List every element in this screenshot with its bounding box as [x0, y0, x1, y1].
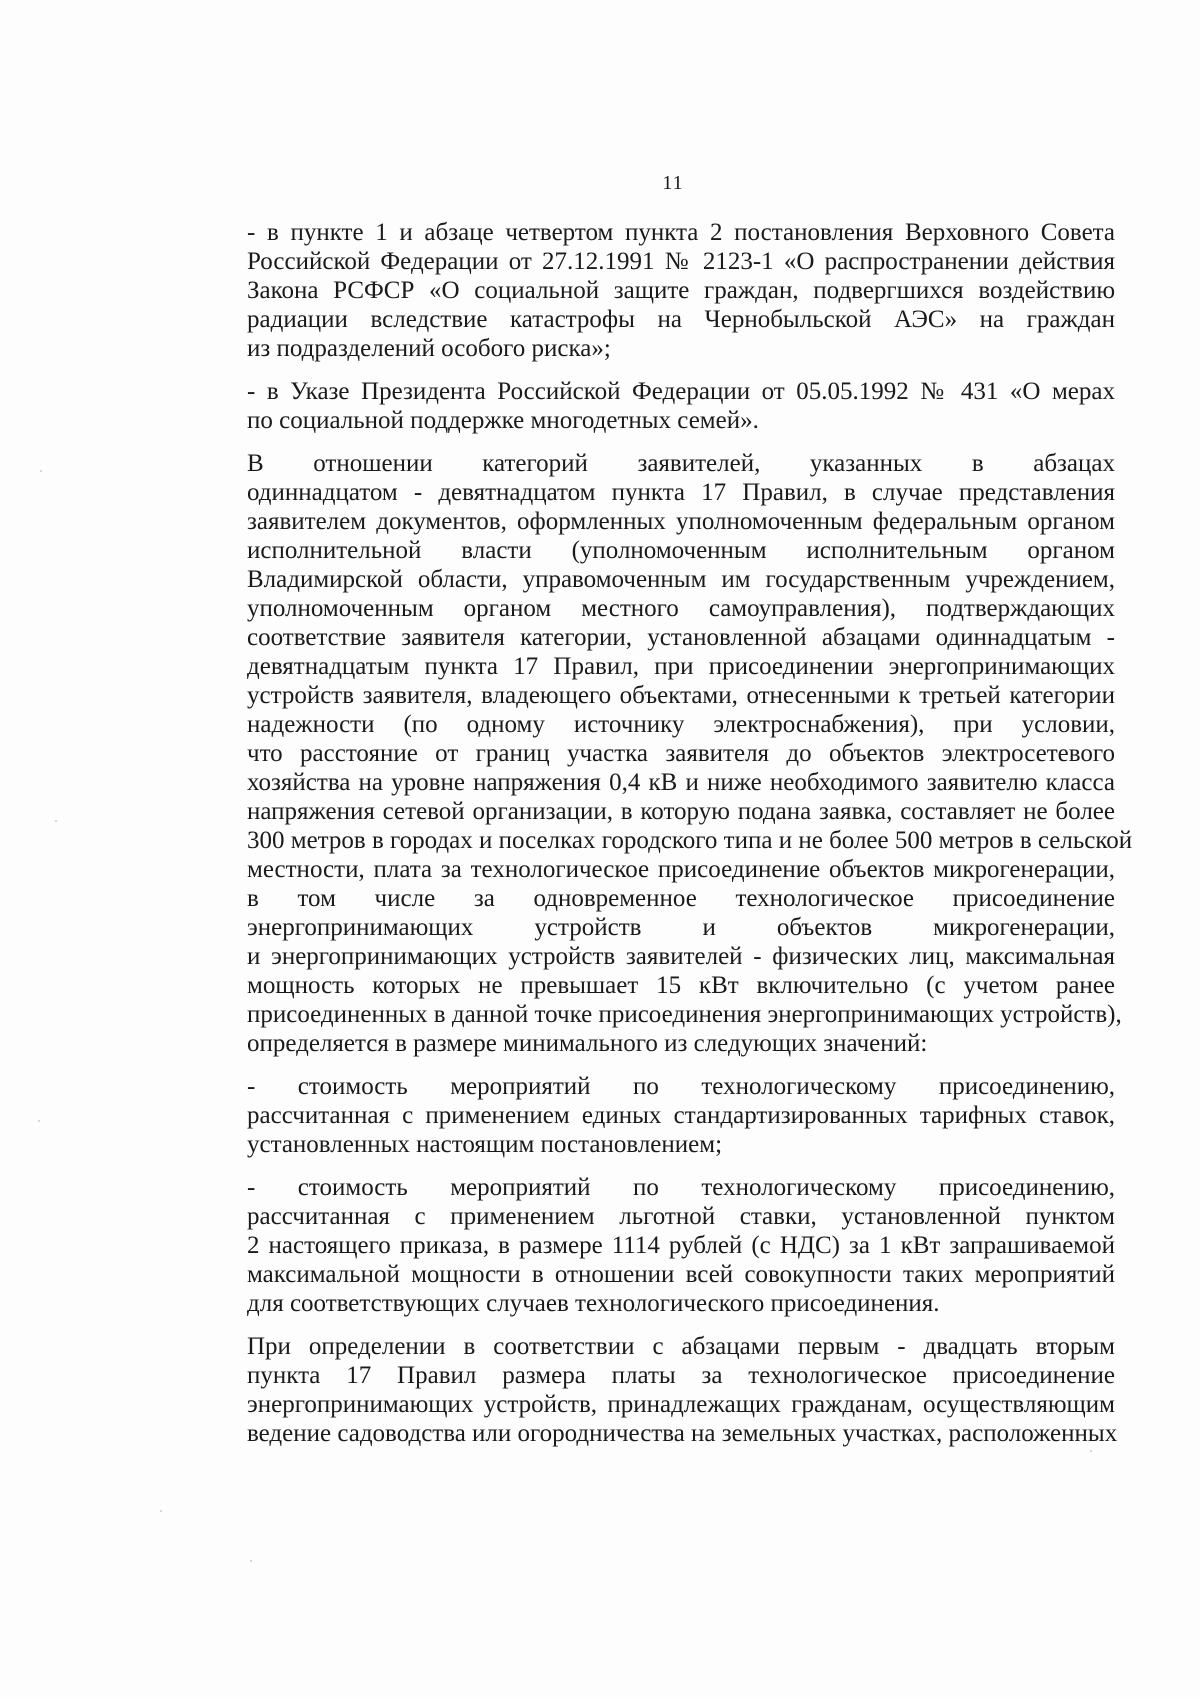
- text-line: соответствие заявителя категории, установленной абзацами одиннадцатым -: [247, 624, 1115, 651]
- text-line: что расстояние от границ участка заявителя до объектов электросетевого: [247, 740, 1115, 767]
- text-line: из подразделений особого риска»;: [247, 335, 611, 362]
- paragraph-gardening-citizens: [185, 1332, 1118, 1448]
- paragraph-presidential-decree: [185, 377, 1115, 435]
- text-line: Закона РСФСР «О социальной защите граждан, подвергшихся воздействию: [247, 277, 1115, 304]
- text-line: местности, плата за технологическое присоединение объектов микрогенерации,: [247, 856, 1115, 883]
- text-line: определяется в размере минимального из следующих значений:: [247, 1030, 928, 1057]
- text-line: 300 метров в городах и поселках городского типа и не более 500 метров в сельской: [247, 827, 1133, 854]
- text-line: рассчитанная с применением льготной ставки, установленной пунктом: [247, 1203, 1115, 1230]
- scan-speck: [1090, 1450, 1092, 1452]
- text-line: пункта 17 Правил размера платы за технологическое присоединение: [247, 1362, 1115, 1389]
- text-line: надежности (по одному источнику электроснабжения), при условии,: [247, 711, 1115, 738]
- paragraph-cost-standard-rates: [185, 1072, 1115, 1159]
- text-line: 2 настоящего приказа, в размере 1114 рублей (с НДС) за 1 кВт запрашиваемой: [247, 1232, 1115, 1259]
- scan-speck: [38, 1120, 40, 1122]
- text-line: напряжения сетевой организации, в которую подана заявка, составляет не более: [247, 798, 1115, 825]
- text-line: девятнадцатым пункта 17 Правил, при присоединении энергопринимающих: [247, 653, 1115, 680]
- text-line: - стоимость мероприятий по технологическому присоединению,: [247, 1174, 1115, 1201]
- text-line: - стоимость мероприятий по технологическому присоединению,: [247, 1073, 1115, 1100]
- scan-speck: [40, 470, 42, 472]
- text-line: Владимирской области, управомоченным им государственным учреждением,: [247, 566, 1115, 593]
- text-line: При определении в соответствии с абзацами первым - двадцать вторым: [247, 1333, 1115, 1360]
- text-line: по социальной поддержке многодетных семей».: [247, 407, 759, 434]
- text-line: исполнительной власти (уполномоченным исполнительным органом: [247, 537, 1115, 564]
- text-line: для соответствующих случаев технологического присоединения.: [247, 1290, 940, 1317]
- text-line: энергопринимающих устройств, принадлежащих гражданам, осуществляющим: [247, 1391, 1115, 1418]
- text-line: ведение садоводства или огородничества на земельных участках, расположенных: [247, 1420, 1118, 1447]
- text-line: уполномоченным органом местного самоуправления), подтверждающих: [247, 595, 1115, 622]
- text-line: одиннадцатом - девятнадцатом пункта 17 Правил, в случае представления: [247, 479, 1115, 506]
- scan-speck: [55, 820, 57, 822]
- text-line: энергопринимающих устройств и объектов микрогенерации,: [247, 914, 1115, 941]
- text-line: установленных настоящим постановлением;: [247, 1131, 723, 1158]
- scan-speck: [250, 1560, 252, 1562]
- scan-speck: [160, 1510, 162, 1512]
- text-line: устройств заявителя, владеющего объектами, отнесенными к третьей категории: [247, 682, 1115, 709]
- text-line: рассчитанная с применением единых стандартизированных тарифных ставок,: [247, 1102, 1115, 1129]
- document-body: [185, 218, 1133, 1448]
- text-line: в том числе за одновременное технологическое присоединение: [247, 885, 1115, 912]
- text-line: - в Указе Президента Российской Федерации от 05.05.1992 № 431 «О мерах: [247, 378, 1115, 405]
- text-line: мощность которых не превышает 15 кВт включительно (с учетом ранее: [247, 972, 1115, 999]
- text-line: - в пункте 1 и абзаце четвертом пункта 2 постановления Верховного Совета: [247, 219, 1115, 246]
- paragraph-applicant-categories: [185, 449, 1133, 1058]
- paragraph-cost-preferential-rate: [185, 1173, 1115, 1318]
- text-line: заявителем документов, оформленных уполномоченным федеральным органом: [247, 508, 1115, 535]
- text-line: максимальной мощности в отношении всей совокупности таких мероприятий: [247, 1261, 1115, 1288]
- page-number: 11: [662, 172, 684, 194]
- text-line: В отношении категорий заявителей, указанных в абзацах: [247, 450, 1115, 477]
- paragraph-supreme-council-resolution: [185, 218, 1115, 363]
- text-line: и энергопринимающих устройств заявителей - физических лиц, максимальная: [247, 943, 1115, 970]
- text-line: радиации вследствие катастрофы на Чернобыльской АЭС» на граждан: [247, 306, 1115, 333]
- text-line: хозяйства на уровне напряжения 0,4 кВ и ниже необходимого заявителю класса: [247, 769, 1115, 796]
- text-line: присоединенных в данной точке присоединения энергопринимающих устройств),: [247, 1001, 1122, 1028]
- text-line: Российской Федерации от 27.12.1991 № 2123-1 «О распространении действия: [247, 248, 1115, 275]
